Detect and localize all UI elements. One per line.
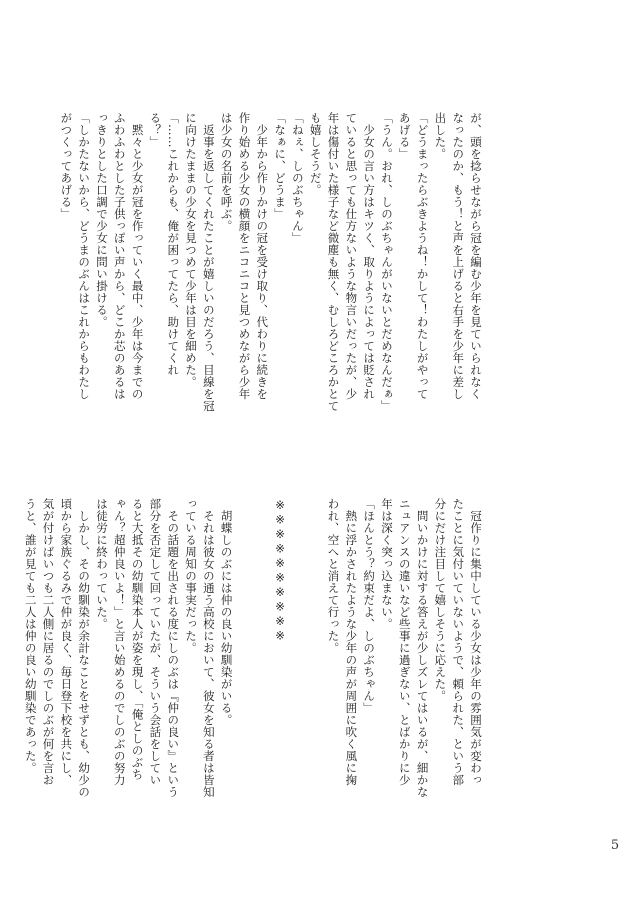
text-line: それは彼女の通う高校において、彼女を知る者は皆知 [201, 498, 216, 798]
upper-text-block [59, 112, 484, 432]
text-line: 冠作りに集中している少女は少年の雰囲気が変わっ [469, 498, 483, 786]
text-line: 出した。 [433, 112, 448, 160]
text-line: 頃から家族ぐるみで仲が良く、毎日登下校を共にし、 [59, 498, 74, 786]
text-line: が、頭を捻らせながら冠を編む少年を見ていられなく [469, 112, 483, 400]
text-line: ふわふわとした子供っぽい声から、どこか芯のあるは [112, 112, 127, 400]
text-line: る？」 [148, 112, 163, 148]
text-line: 返事を返してくれたことが嬉しいのだろう、目線を冠 [201, 112, 216, 412]
text-line: 少年から作りかけの冠を受け取り、代わりに続きを [255, 112, 270, 400]
text-line: 部分を否定して回っていたが、そういう会話をしてい [148, 498, 163, 786]
text-line: しかし、その幼馴染が余計なことをせずとも、幼少の [77, 498, 92, 798]
text-line: ゃん？超仲良いよ！」と言い始めるのでしのぶの努力 [112, 498, 127, 786]
text-line: 「ねぇ、しのぶちゃん」 [290, 112, 305, 244]
text-line: 「ほんとう？約束だよ、しのぶちゃん」 [362, 498, 377, 714]
text-line: ると大抵その幼馴染本人が姿を現し、「俺としのぶち [130, 498, 145, 781]
text-line: われ、空へと消えて行った。 [326, 498, 341, 654]
text-line: あげる」 [397, 112, 412, 160]
text-line: 問いかけに対する答えが少しズレてはいるが、細かな [415, 498, 430, 798]
text-line: 「しかたないから、どうまのぶんはこれからもわたし [77, 112, 92, 400]
text-line: 胡蝶しのぶには仲の良い幼馴染がいる。 [219, 498, 234, 726]
text-line [288, 498, 306, 788]
text-line [306, 498, 324, 788]
text-line: 作り始める少女の横顔をニコニコと見つめながら少年 [237, 112, 252, 400]
text-line: ニュアンスの違いなど些事に過ぎない、とばかりに少 [397, 498, 412, 786]
text-line: 「うん。おれ、しのぶちゃんがいないとだめなんだぁ」 [379, 112, 394, 412]
page-number: 5 [610, 838, 620, 853]
text-line: 年は深く突っ込まない。 [379, 498, 394, 630]
text-line: 年は傷付いた様子など微塵も無く、むしろどころかとて [326, 112, 341, 412]
text-line: っきりとした口調で少女に問い掛ける。 [94, 112, 109, 328]
text-line: その話題を出される度にしのぶは『仲の良い』という [166, 498, 181, 798]
text-line: っている周知の事実だった。 [184, 498, 198, 654]
text-line [252, 498, 270, 788]
text-line: 少女の言い方はキツく、取りようによっては貶され [362, 112, 377, 400]
text-line: も嬉しそうだ。 [308, 112, 323, 196]
text-line: は少女の名前を呼ぶ。 [219, 112, 234, 232]
text-line: うと、誰が見ても二人は仲の良い幼馴染であった。 [23, 498, 38, 774]
lower-text-block [23, 498, 484, 798]
text-line: ※※※※※※※※※※ [273, 498, 288, 643]
text-line: がつくってあげる」 [59, 112, 74, 220]
text-line: 「なぁに、どうま」 [273, 112, 288, 220]
text-line: 熱に浮かされたような少年の声が周囲に吹く風に掬 [344, 498, 359, 786]
text-line: に向けたままの少女を見つめて少年は目を細めた。 [184, 112, 198, 388]
text-line: は徒労に終わっていた。 [94, 498, 109, 630]
text-line [235, 498, 253, 788]
text-line: 「どうまったらぶきようね！かして！わたしがやって [415, 112, 430, 400]
text-line: 気が付けばいつも二人側に居るのでしのぶが何を言お [41, 498, 56, 786]
text-line: 黙々と少女が冠を作っていく最中、少年は今までの [130, 112, 145, 400]
text-line: 分にだけ注目して嬉しそうに応えた。 [433, 498, 448, 702]
text-line: たことに気付いていないようで、頼られた、という部 [451, 498, 466, 786]
text-line: 「……これからも、俺が困ってたら、助けてくれ [166, 112, 181, 376]
text-line: なったのか、もう！と声を上げると右手を少年に差し [451, 112, 466, 400]
text-line: ていると思っても仕方ないような物言いだったが、少 [344, 112, 359, 400]
